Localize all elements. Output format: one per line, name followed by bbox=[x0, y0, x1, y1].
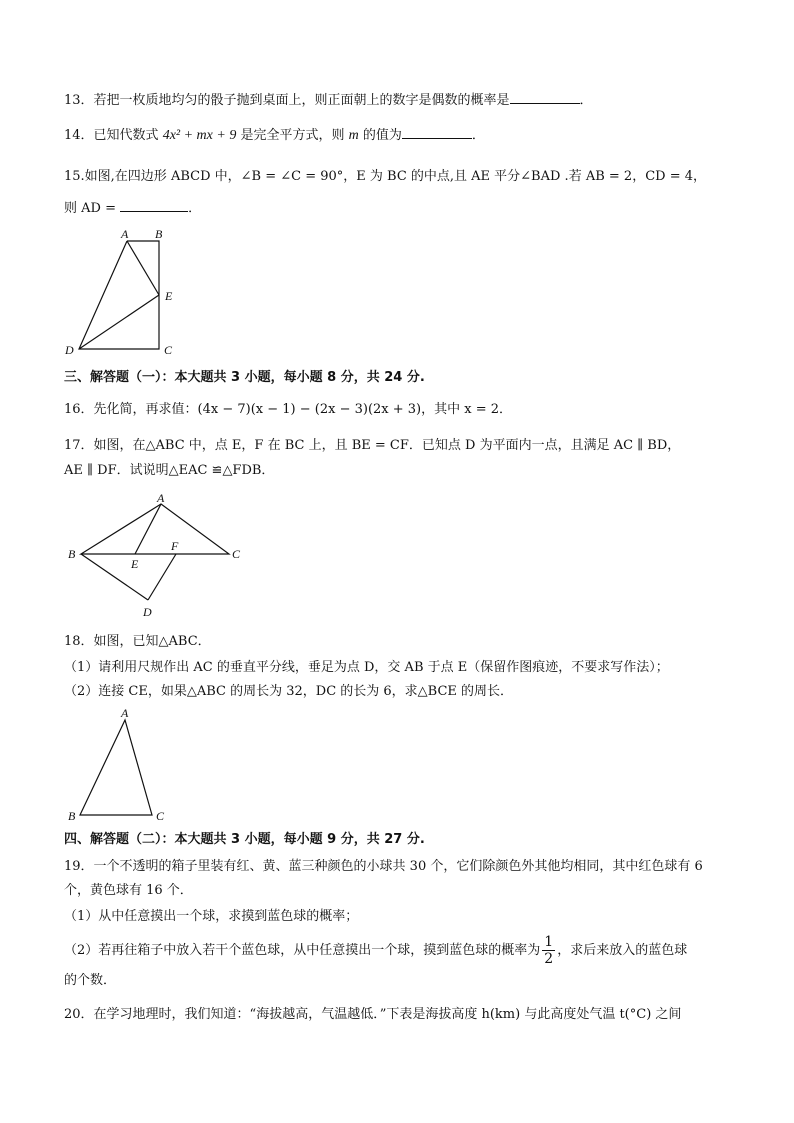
q15-prefix: 则 AD = bbox=[64, 201, 121, 216]
q14-suffix: 的值为 bbox=[358, 128, 402, 143]
label-b: B bbox=[155, 227, 163, 241]
q19-part2-prefix: （2）若再往箱子中放入若干个蓝色球，从中任意摸出一个球，摸到蓝色球的概率为 bbox=[64, 943, 541, 958]
label-a: A bbox=[157, 491, 165, 505]
q13-text: 13．若把一枚质地均匀的骰子抛到桌面上，则正面朝上的数字是偶数的概率是 bbox=[64, 93, 510, 108]
fraction-one-half bbox=[542, 934, 555, 967]
q15-end: ． bbox=[188, 201, 202, 216]
label-a: A bbox=[121, 706, 129, 720]
question-15-line-2 bbox=[64, 199, 754, 218]
question-16: 16．先化简，再求值：(4x − 7)(x − 1) − (2x − 3)(2x + 3)，其中 x = 2． bbox=[64, 402, 513, 417]
label-d: D bbox=[65, 343, 74, 357]
label-f: F bbox=[171, 539, 179, 553]
segment-ae bbox=[127, 241, 159, 295]
question-17-line-1: 17．如图，在△ABC 中，点 E，F 在 BC 上，且 BE = CF．已知点 D 为平面内一点，且满足 AC ∥ BD， bbox=[64, 438, 681, 453]
question-20: 20．在学习地理时，我们知道：“海拔越高，气温越低．”下表是海拔高度 h(km) 与此高度处气温 t(°C) 之间 bbox=[64, 1007, 682, 1022]
fraction-numerator: 1 bbox=[544, 934, 554, 950]
fraction-denominator: 2 bbox=[544, 951, 554, 967]
question-19-part-1: （1）从中任意摸出一个球，求摸到蓝色球的概率； bbox=[64, 909, 359, 924]
answer-blank[interactable] bbox=[120, 199, 188, 212]
question-17-line-2: AE ∥ DF．试说明△EAC ≌△FDB． bbox=[64, 463, 275, 478]
question-13 bbox=[64, 91, 754, 110]
triangle-abc bbox=[81, 504, 229, 554]
question-19-line-1: 19．一个不透明的箱子里装有红、黄、蓝三种颜色的小球共 30 个，它们除颜色外其他均相同，其中红色球有 6 bbox=[64, 859, 703, 874]
quadrilateral-outline bbox=[79, 241, 159, 349]
triangle-abc-figure bbox=[60, 706, 180, 824]
q19-part2-suffix: ，求后来放入的蓝色球 bbox=[557, 943, 688, 958]
question-18-part-2: （2）连接 CE，如果△ABC 的周长为 32，DC 的长为 6，求△BCE 的周长． bbox=[64, 684, 514, 699]
label-c: C bbox=[156, 809, 165, 823]
label-c: C bbox=[164, 343, 173, 357]
label-e: E bbox=[131, 557, 139, 571]
label-b: B bbox=[68, 809, 76, 823]
section-3-header: 三、解答题（一）：本大题共 3 小题，每小题 8 分，共 24 分. bbox=[64, 370, 425, 385]
answer-blank[interactable] bbox=[510, 91, 580, 104]
triangle-abc bbox=[80, 720, 152, 815]
q14-variable: m bbox=[348, 128, 359, 143]
q13-end: ． bbox=[579, 93, 593, 108]
q14-end: ． bbox=[471, 128, 485, 143]
segment-df bbox=[148, 554, 176, 600]
label-a: A bbox=[121, 227, 129, 241]
question-14 bbox=[64, 126, 754, 145]
answer-blank[interactable] bbox=[402, 126, 472, 139]
question-19-part-2 bbox=[64, 932, 754, 970]
label-b: B bbox=[68, 547, 76, 561]
label-e: E bbox=[165, 289, 173, 303]
quadrilateral-figure bbox=[55, 222, 195, 362]
question-18: 18．如图，已知△ABC． bbox=[64, 634, 211, 649]
label-d: D bbox=[143, 605, 152, 619]
triangle-congruence-figure bbox=[60, 490, 260, 622]
question-19-line-end: 的个数． bbox=[64, 973, 117, 988]
question-15-line-1: 15.如图,在四边形 ABCD 中，∠B = ∠C = 90°，E 为 BC 的中点,且 AE 平分∠BAD .若 AB = 2，CD = 4， bbox=[64, 169, 706, 184]
q14-expression: 4x² + mx + 9 bbox=[162, 128, 237, 143]
q14-prefix: 14．已知代数式 bbox=[64, 128, 163, 143]
section-4-header: 四、解答题（二）：本大题共 3 小题，每小题 9 分，共 27 分. bbox=[64, 832, 425, 847]
question-19-line-2: 个，黄色球有 16 个． bbox=[64, 883, 193, 898]
q14-mid: 是完全平方式，则 bbox=[236, 128, 349, 143]
label-c: C bbox=[232, 547, 241, 561]
question-18-part-1: （1）请利用尺规作出 AC 的垂直平分线，垂足为点 D，交 AB 于点 E（保留作图痕迹，不要求写作法）； bbox=[64, 660, 669, 675]
